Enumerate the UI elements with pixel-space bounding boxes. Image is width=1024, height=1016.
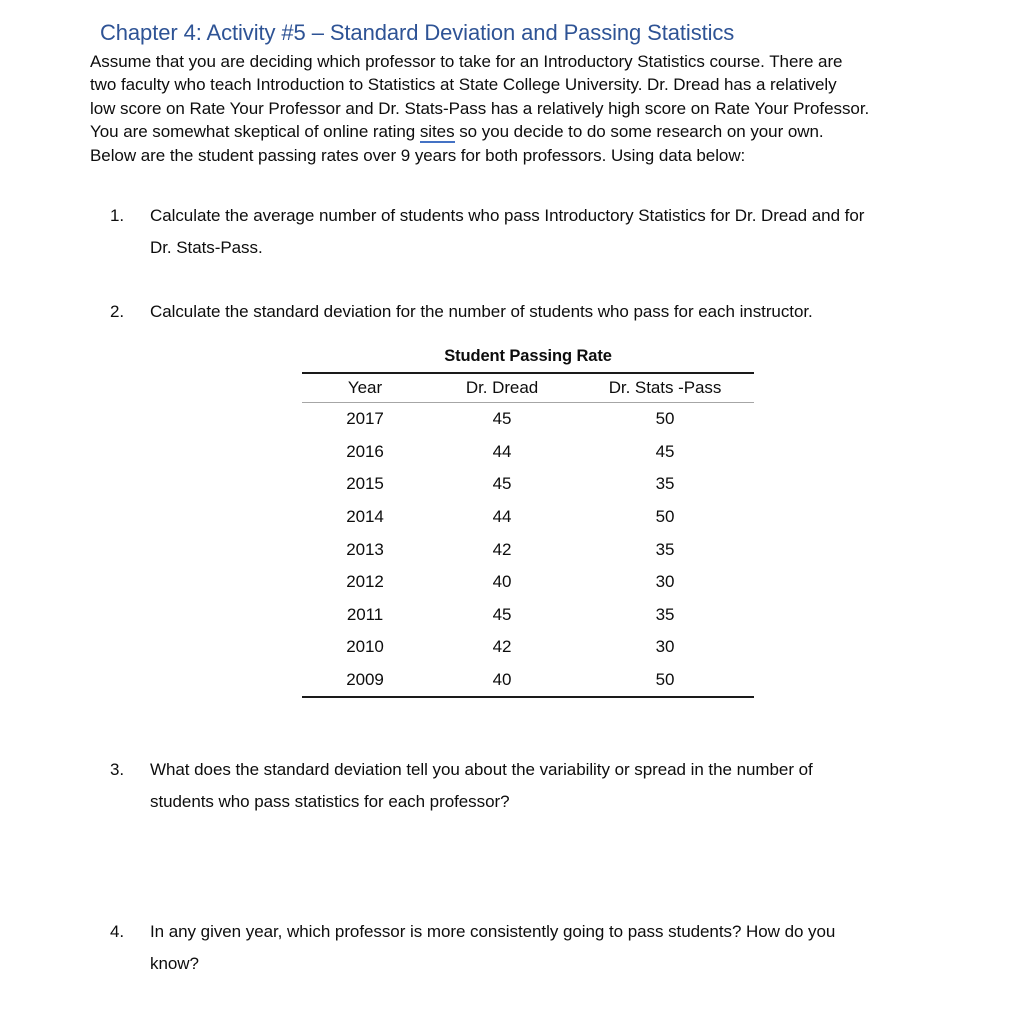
table-row xyxy=(302,403,754,436)
question-text-3 xyxy=(150,754,960,818)
table-header-row xyxy=(302,373,754,403)
cell-year: 2017 xyxy=(346,409,384,429)
intro-line-4 xyxy=(90,120,956,143)
cell-year: 2009 xyxy=(302,664,428,698)
cell-year: 2011 xyxy=(346,604,384,624)
table-caption: Student Passing Rate xyxy=(444,347,612,365)
cell-dr-stats-pass: 30 xyxy=(655,637,675,657)
intro-line-2: two faculty who teach Introduction to Statistics at State College University. Dr. Dread has a relatively xyxy=(90,75,837,95)
grammar-suggestion-sites[interactable]: sites xyxy=(419,122,455,142)
question-1-line-1: Calculate the average number of students who pass Introductory Statistics for Dr. Dread and for xyxy=(150,206,865,225)
question-item-2 xyxy=(110,296,960,328)
cell-dr-dread: 40 xyxy=(492,572,512,592)
question-item-3 xyxy=(110,754,960,818)
intro-line-4-pre: You are somewhat skeptical of online rating xyxy=(90,122,420,142)
question-2-line-1: Calculate the standard deviation for the number of students who pass for each instructor. xyxy=(150,302,813,321)
cell-year: 2012 xyxy=(346,572,384,592)
table-row xyxy=(302,468,754,501)
question-4-line-1: In any given year, which professor is more consistently going to pass students? How do you xyxy=(150,922,836,941)
question-text-2 xyxy=(150,296,960,328)
cell-dr-stats-pass: 50 xyxy=(655,409,675,429)
question-text-4 xyxy=(150,916,960,980)
cell-dr-stats-pass: 35 xyxy=(655,604,675,624)
cell-dr-stats-pass: 45 xyxy=(655,441,675,461)
question-1-line-2: Dr. Stats-Pass. xyxy=(150,238,263,257)
column-header-dr-dread: Dr. Dread xyxy=(428,373,576,403)
page-title: Chapter 4: Activity #5 – Standard Deviation and Passing Statistics xyxy=(100,20,735,45)
cell-year: 2016 xyxy=(346,441,384,461)
cell-year: 2013 xyxy=(346,539,384,559)
intro-line-4-post: so you decide to do some research on your own. xyxy=(454,122,824,142)
cell-dr-dread: 42 xyxy=(492,539,512,559)
cell-dr-dread: 45 xyxy=(492,409,512,429)
question-item-4 xyxy=(110,916,960,980)
question-4-line-2: know? xyxy=(150,954,199,973)
question-number-3: 3. xyxy=(110,760,125,779)
cell-year: 2015 xyxy=(346,474,384,494)
cell-dr-dread: 44 xyxy=(492,441,512,461)
student-passing-rate-table xyxy=(302,372,754,698)
intro-line-5: Below are the student passing rates over 9 years for both professors. Using data below: xyxy=(90,145,746,165)
question-item-1 xyxy=(110,200,960,264)
question-number-1: 1. xyxy=(110,206,125,225)
table-row xyxy=(302,631,754,664)
table-row xyxy=(302,533,754,566)
cell-dr-dread: 42 xyxy=(492,637,512,657)
intro-paragraph xyxy=(90,50,956,167)
column-header-year: Year xyxy=(302,373,428,403)
table-row xyxy=(302,436,754,469)
cell-dr-stats-pass: 50 xyxy=(576,664,754,698)
question-3-line-1: What does the standard deviation tell you about the variability or spread in the number of xyxy=(150,760,813,779)
cell-dr-dread: 44 xyxy=(492,507,512,527)
table-row xyxy=(302,664,754,698)
cell-dr-dread: 45 xyxy=(492,474,512,494)
intro-line-3: low score on Rate Your Professor and Dr. Stats-Pass has a relatively high score on Rate Your Professor. xyxy=(90,98,870,118)
question-text-1 xyxy=(150,200,960,264)
question-number-4: 4. xyxy=(110,922,125,941)
intro-line-1: Assume that you are deciding which professor to take for an Introductory Statistics course. There are xyxy=(90,52,843,71)
table-body xyxy=(302,403,754,698)
table-row xyxy=(302,566,754,599)
table-row xyxy=(302,599,754,632)
cell-year: 2014 xyxy=(346,507,384,527)
cell-dr-stats-pass: 50 xyxy=(655,507,675,527)
cell-dr-stats-pass: 35 xyxy=(655,539,675,559)
table-row xyxy=(302,501,754,534)
column-header-dr-stats-pass: Dr. Stats -Pass xyxy=(576,373,754,403)
cell-dr-dread: 40 xyxy=(428,664,576,698)
student-passing-rate-table-block xyxy=(302,346,754,698)
question-3-line-2: students who pass statistics for each professor? xyxy=(150,792,510,811)
cell-dr-dread: 45 xyxy=(492,604,512,624)
cell-year: 2010 xyxy=(346,637,384,657)
question-number-2: 2. xyxy=(110,302,125,321)
cell-dr-stats-pass: 35 xyxy=(655,474,675,494)
cell-dr-stats-pass: 30 xyxy=(655,572,675,592)
